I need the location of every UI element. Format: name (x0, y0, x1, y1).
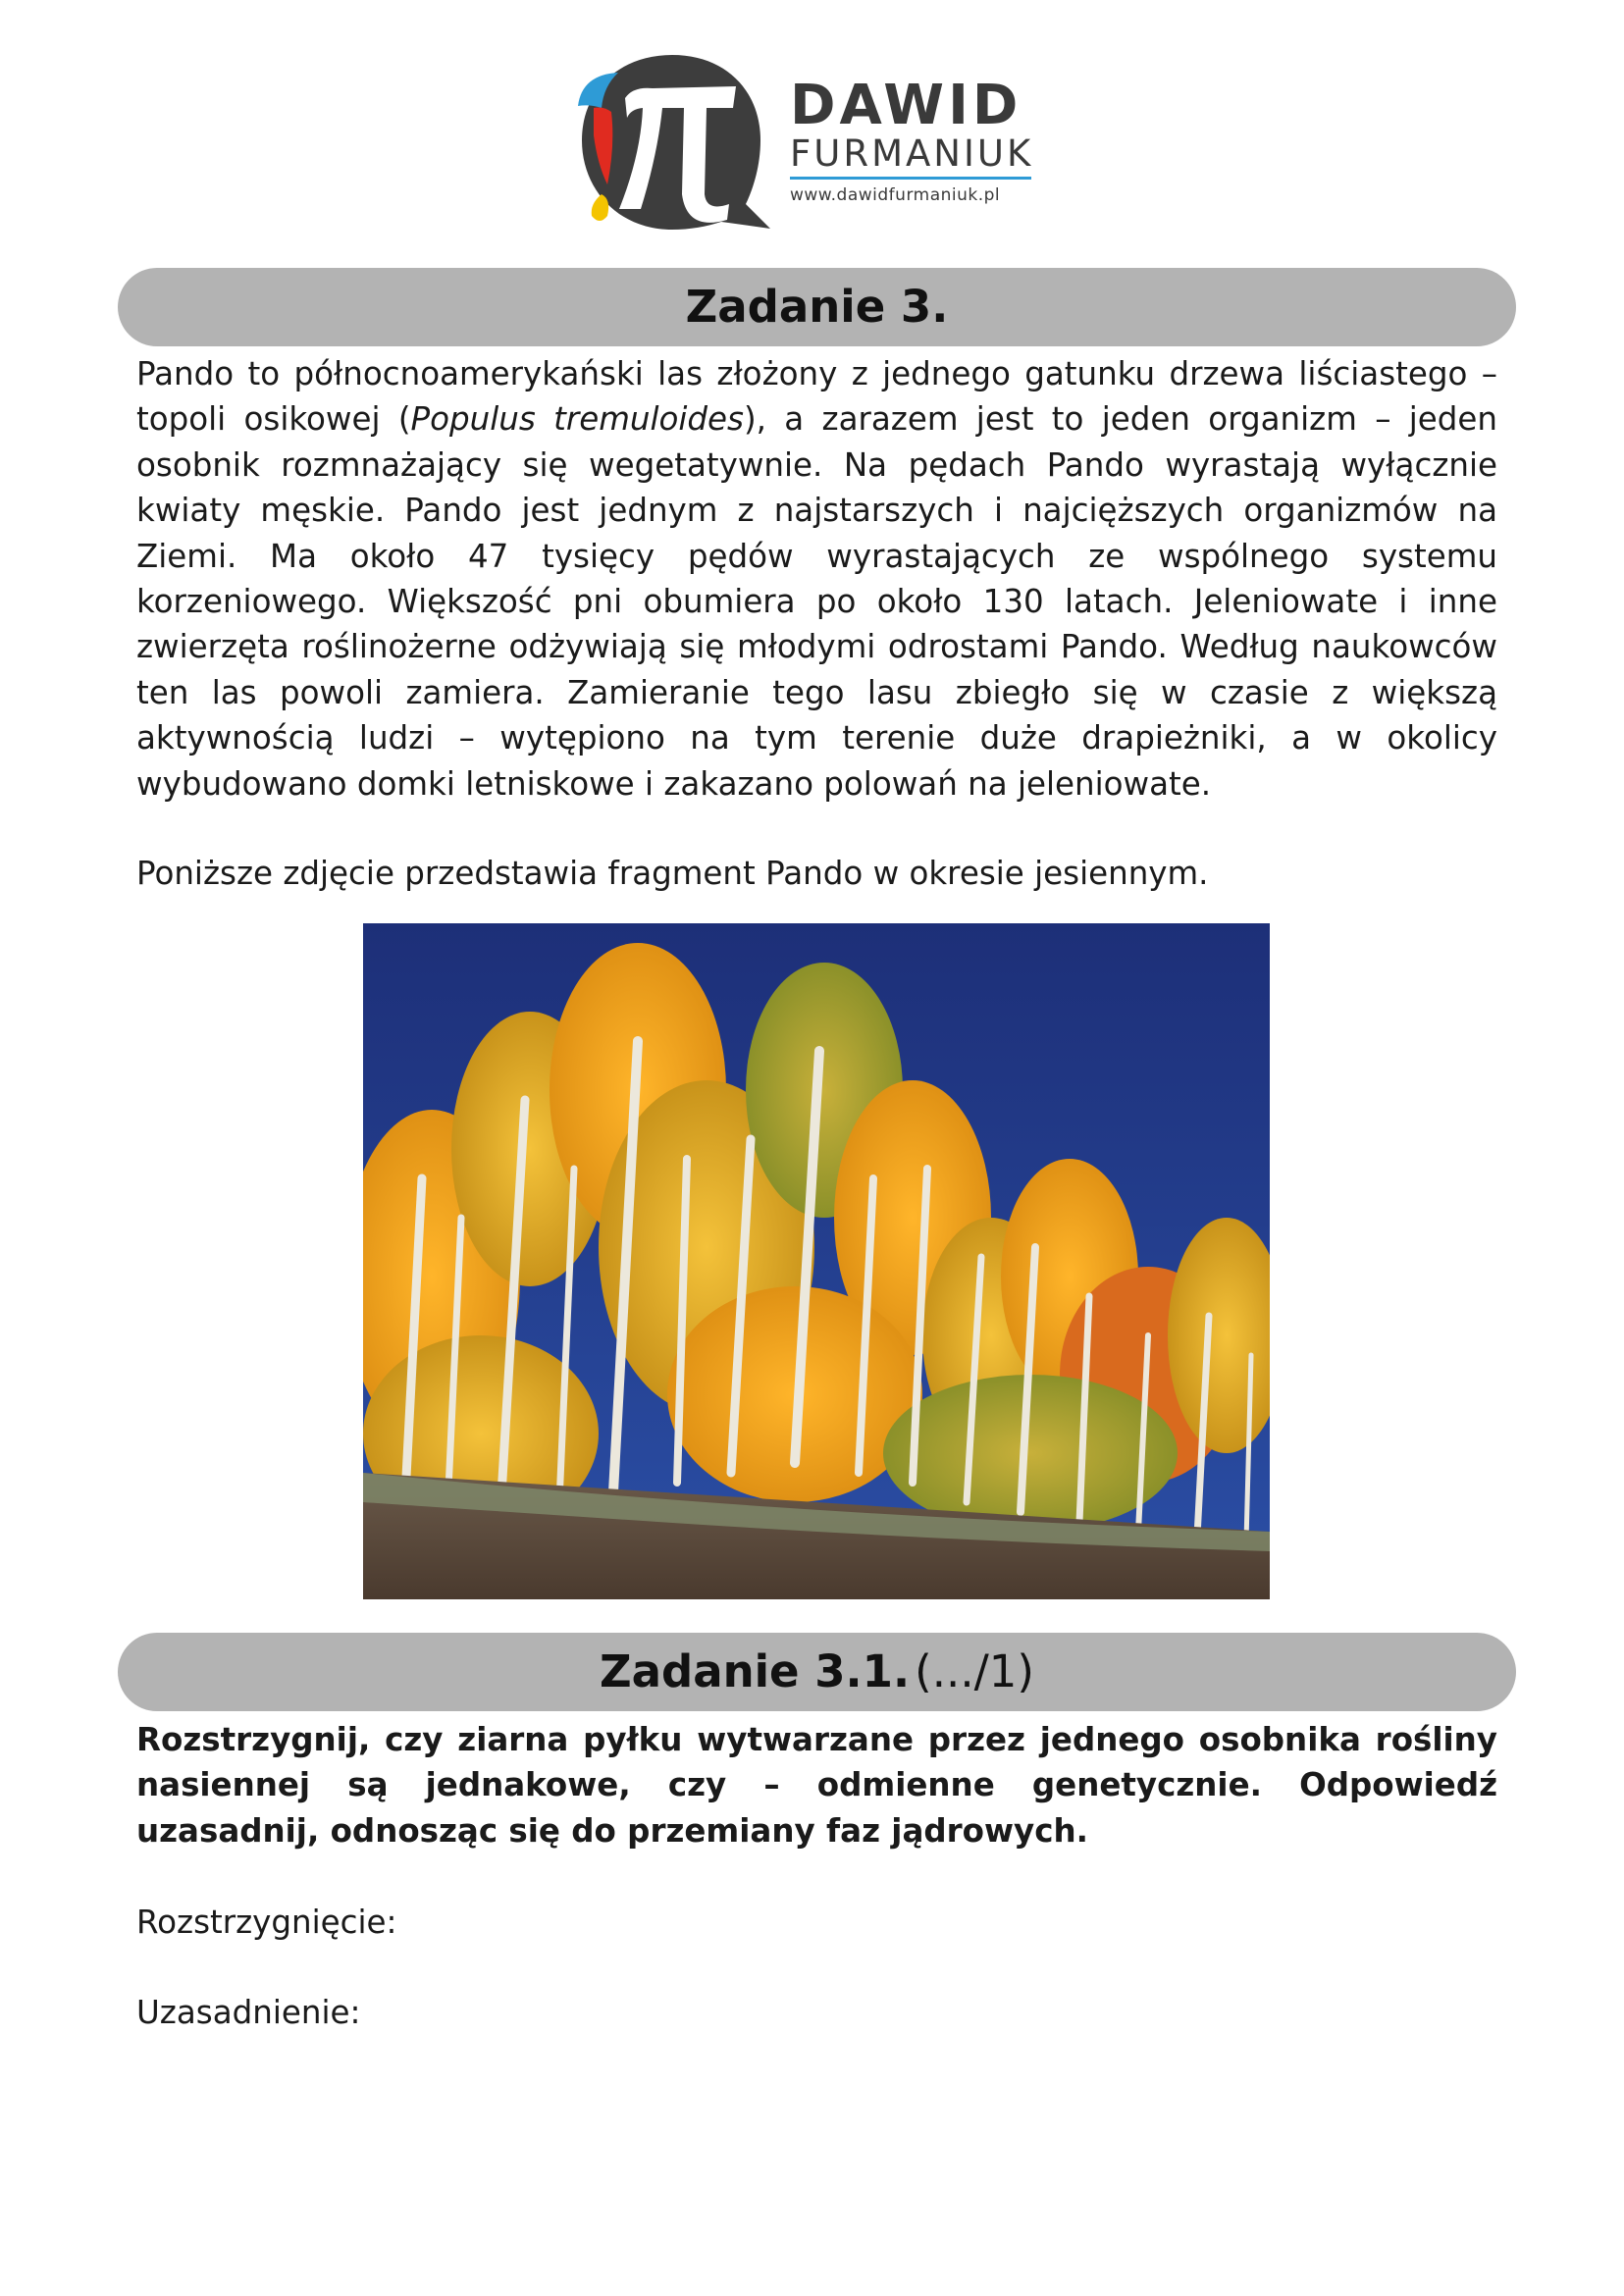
pi-logo-icon (564, 47, 780, 234)
task-3-title: Zadanie 3. (685, 281, 949, 333)
task-3-1-title: Zadanie 3.1. (600, 1645, 911, 1697)
brand-website: www.dawidfurmaniuk.pl (790, 185, 1001, 205)
task-3-1-instruction: Rozstrzygnij, czy ziarna pyłku wytwarzane przez jednego osobnika rośliny nasiennej są jednakowe, czy – odmienne genetycznie. Odpowiedź uzasadnij, odnosząc się do przemiany faz jądrowych. (136, 1721, 1497, 1850)
pando-forest-photo (363, 923, 1270, 1599)
task-3-1-points: (.../1) (915, 1645, 1034, 1697)
answer-label-decision: Rozstrzygnięcie: (136, 1904, 397, 1941)
brand-wordmark (790, 74, 1034, 205)
task-3-header (118, 268, 1516, 346)
brand-last-name: FURMANIUK (790, 132, 1034, 175)
intro-text-part2: ), a zarazem jest to jeden organizm – jeden osobnik rozmnażający się wegetatywnie. Na pędach Pando wyrastają wyłącznie kwiaty męskie. Pando jest jednym z najstarszych i najcięższych organizmów na Ziemi. Ma około 47 tysięcy pędów wyrastających ze wspólnego systemu korzeniowego. Większość pni obumiera po około 130 latach. Jeleniowate i inne zwierzęta roślinożerne odżywiają się młodymi odrostami Pando. Według naukowców ten las powoli zamiera. Zamieranie tego lasu zbiegło się w czasie z większą aktywnością ludzi – wytępiono na tym terenie duże drapieżniki, a w okolicy wybudowano domki letniskowe i zakazano polowań na jeleniowate. (136, 400, 1497, 803)
photo-caption: Poniższe zdjęcie przedstawia fragment Pando w okresie jesiennym. (136, 855, 1209, 892)
brand-logo (564, 47, 1035, 234)
task-3-intro (136, 351, 1497, 807)
task-3-1-header (118, 1633, 1516, 1711)
brand-first-name: DAWID (790, 74, 1022, 137)
brand-rule (790, 177, 1031, 180)
answer-label-justification: Uzasadnienie: (136, 1994, 361, 2031)
intro-text-part1: Pando to północnoamerykański las złożony z jednego gatunku drzewa liściastego – topoli osikowej ( (136, 355, 1497, 439)
species-name: Populus tremuloides (410, 400, 744, 439)
